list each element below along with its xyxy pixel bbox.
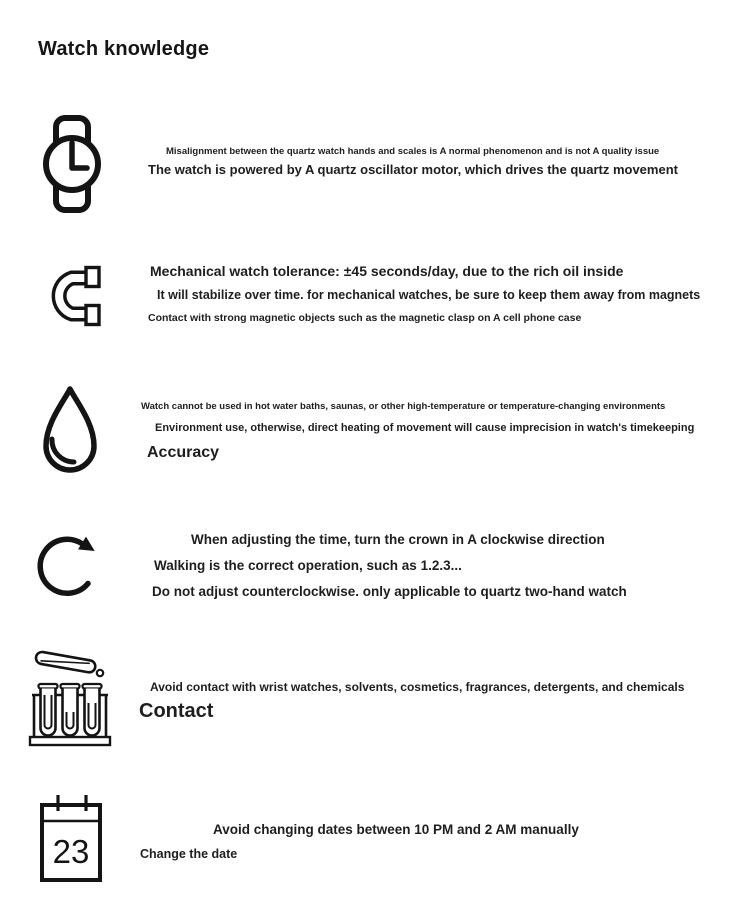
- magnet-icon: [36, 262, 106, 330]
- wrist-watch-icon: [42, 114, 102, 214]
- calendar-date-label: 23: [52, 833, 90, 870]
- note-line: It will stabilize over time. for mechanical watches, be sure to keep them away from magnets: [157, 288, 701, 302]
- note-line: Contact with strong magnetic objects such as the magnetic clasp on A cell phone case: [148, 312, 582, 324]
- note-line: When adjusting the time, turn the crown in A clockwise direction: [191, 532, 605, 547]
- section-heading: Contact: [139, 700, 214, 722]
- clockwise-arrow-icon: [34, 520, 104, 610]
- calendar-icon: [37, 792, 105, 884]
- note-line: Avoid contact with wrist watches, solvents, cosmetics, fragrances, detergents, and chemicals: [150, 680, 685, 694]
- note-line: The watch is powered by A quartz oscillator motor, which drives the quartz movement: [148, 162, 678, 177]
- note-line: Environment use, otherwise, direct heating of movement will cause imprecision in watch's timekeeping: [155, 422, 695, 434]
- note-line: Change the date: [140, 847, 238, 861]
- note-line: Do not adjust counterclockwise. only applicable to quartz two-hand watch: [152, 584, 627, 599]
- test-tubes-icon: [28, 648, 112, 748]
- water-drop-icon: [35, 383, 105, 483]
- page-title: Watch knowledge: [38, 38, 210, 60]
- section-heading: Accuracy: [147, 444, 220, 461]
- note-line: Watch cannot be used in hot water baths, saunas, or other high-temperature or temperature-changing environments: [141, 401, 666, 412]
- note-line: Misalignment between the quartz watch hands and scales is A normal phenomenon and is not A quality issue: [166, 146, 660, 157]
- note-line: Walking is the correct operation, such as 1.2.3...: [154, 558, 462, 573]
- note-line: Mechanical watch tolerance: ±45 seconds/day, due to the rich oil inside: [150, 263, 624, 279]
- note-line: Avoid changing dates between 10 PM and 2 AM manually: [213, 822, 579, 837]
